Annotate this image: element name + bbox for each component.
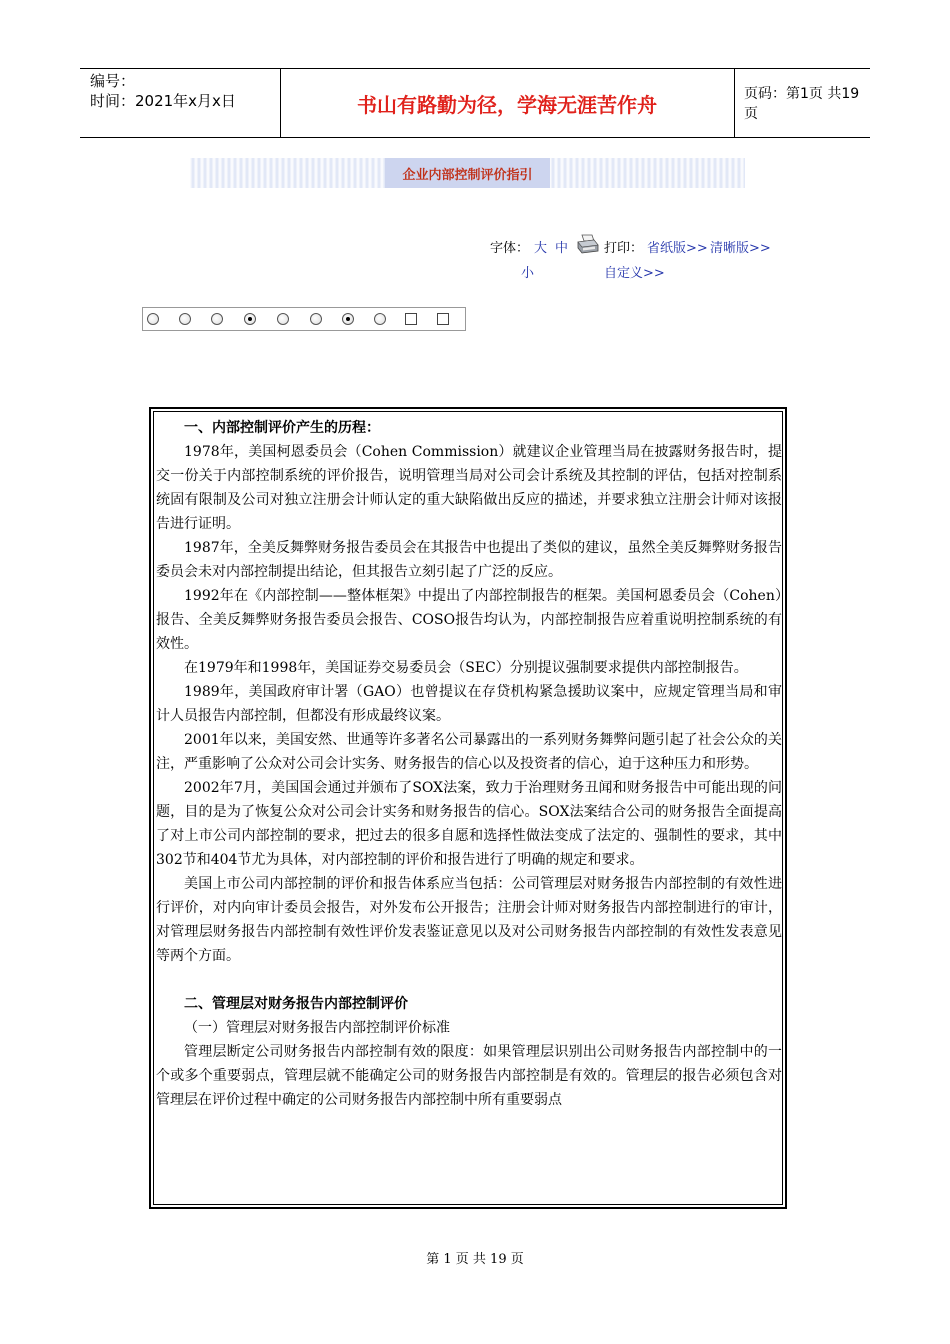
banner-right-decoration [550, 158, 745, 188]
section-heading: 二、管理层对财务报告内部控制评价 [184, 996, 408, 1012]
paragraph: 在1979年和1998年，美国证券交易委员会（SEC）分别提议强制要求提供内部控制报告。 [184, 660, 748, 676]
font-size-label: 字体： [490, 241, 530, 256]
header-motto: 书山有路勤为径，学海无涯苦作舟 [280, 69, 735, 137]
print-clear-link[interactable]: 清晰版>> [710, 241, 771, 256]
header-info [80, 69, 281, 137]
radio-button[interactable] [244, 313, 256, 325]
radio-button[interactable] [310, 313, 322, 325]
time-label: 时间：2021年x月x日 [90, 92, 236, 110]
radio-button[interactable] [342, 313, 354, 325]
article-content-box [149, 407, 787, 1209]
subsection-heading: （一）管理层对财务报告内部控制评价标准 [184, 1020, 450, 1036]
page-header [80, 68, 870, 138]
font-size-large-link[interactable]: 大 [534, 241, 548, 256]
page-footer: 第 1 页 共 19 页 [426, 1252, 524, 1267]
paragraph: 美国上市公司内部控制的评价和报告体系应当包括：公司管理层对财务报告内部控制的有效性进行评价，对内向审计委员会报告，对外发布公开报告；注册会计师对财务报告内部控制进行的审计，对管理层财务报告内部控制有效性评价发表鉴证意见以及对公司财务报告内部控制的有效性发表意见等两个方面。 [156, 876, 782, 964]
banner-left-decoration [190, 158, 385, 188]
checkbox[interactable] [405, 313, 417, 325]
checkbox[interactable] [437, 313, 449, 325]
section-heading: 一、内部控制评价产生的历程： [184, 420, 380, 436]
paragraph: 1987年，全美反舞弊财务报告委员会在其报告中也提出了类似的建议，虽然全美反舞弊财务报告委员会未对内部控制提出结论，但其报告立刻引起了广泛的反应。 [156, 540, 782, 580]
number-label: 编号： [90, 72, 136, 90]
radio-button[interactable] [374, 313, 386, 325]
banner-title: 企业内部控制评价指引 [385, 158, 550, 188]
printer-icon[interactable] [576, 232, 600, 256]
title-banner [190, 158, 745, 188]
paragraph: 2001年以来，美国安然、世通等许多著名公司暴露出的一系列财务舞弊问题引起了社会公众的关注，严重影响了公众对公司会计实务、财务报告的信心以及投资者的信心，迫于这种压力和形势。 [156, 732, 782, 772]
paragraph: 1989年，美国政府审计署（GAO）也曾提议在存贷机构紧急援助议案中，应规定管理当局和审计人员报告内部控制，但都没有形成最终议案。 [156, 684, 782, 724]
radio-button[interactable] [179, 313, 191, 325]
form-controls-strip [142, 307, 466, 331]
print-custom-link[interactable]: 自定义>> [604, 266, 665, 281]
radio-button[interactable] [277, 313, 289, 325]
paragraph: 1992年在《内部控制——整体框架》中提出了内部控制报告的框架。美国柯恩委员会（Cohen）报告、全美反舞弊财务报告委员会报告、COSO报告均认为，内部控制报告应着重说明控制系统的有效性。 [156, 588, 782, 652]
radio-button[interactable] [211, 313, 223, 325]
font-size-medium-link[interactable]: 中 [555, 241, 569, 256]
font-size-small-link[interactable]: 小 [521, 266, 535, 281]
print-save-paper-link[interactable]: 省纸版>> [647, 241, 708, 256]
radio-button[interactable] [147, 313, 159, 325]
header-page-label: 页码：第1页 共19页 [744, 86, 860, 122]
paragraph: 1978年，美国柯恩委员会（Cohen Commission）就建议企业管理当局在披露财务报告时，提交一份关于内部控制系统的评价报告，说明管理当局对公司会计系统及其控制的评估，包括对控制系统固有限制及公司对独立注册会计师认定的重大缺陷做出反应的描述，并要求独立注册会计师对该报告进行证明。 [156, 444, 782, 532]
print-label: 打印： [604, 241, 644, 256]
paragraph: 管理层断定公司财务报告内部控制有效的限度：如果管理层识别出公司财务报告内部控制中的一个或多个重要弱点，管理层就不能确定公司的财务报告内部控制是有效的。管理层的报告必须包含对管理层在评价过程中确定的公司财务报告内部控制中所有重要弱点 [156, 1044, 782, 1108]
paragraph: 2002年7月，美国国会通过并颁布了SOX法案，致力于治理财务丑闻和财务报告中可能出现的问题，目的是为了恢复公众对公司会计实务和财务报告的信心。SOX法案结合公司的财务报告全面提高了对上市公司内部控制的要求，把过去的很多自愿和选择性做法变成了法定的、强制性的要求，其中302节和404节尤为具体，对内部控制的评价和报告进行了明确的规定和要求。 [156, 780, 782, 868]
